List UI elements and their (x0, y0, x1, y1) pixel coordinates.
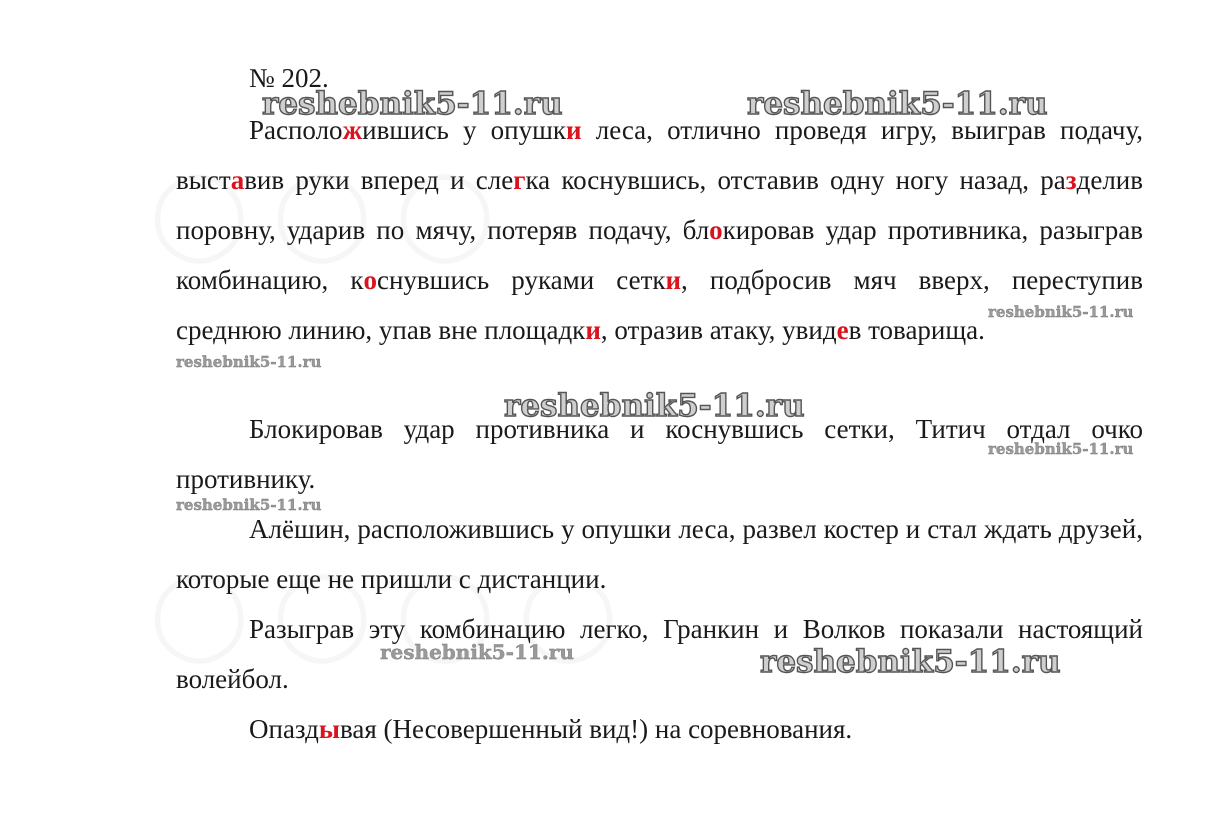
watermark-logo: reshebnik5-11.ru (262, 86, 563, 122)
highlighted-letter: ы (318, 714, 340, 744)
highlighted-letter: ж (342, 115, 363, 145)
highlighted-letter: а (230, 165, 245, 195)
highlighted-letter: и (566, 115, 582, 145)
highlighted-letter: е (836, 315, 849, 345)
text-segment: , подбросив мяч вверх, переступив среднюю линию, упав вне площадк (176, 265, 1144, 345)
text-segment: Опазд (249, 714, 319, 744)
text-segment: , отразив атаку, увид (600, 315, 837, 345)
highlighted-letter: о (363, 265, 377, 295)
watermark-logo: reshebnik5-11.ru (760, 644, 1061, 680)
watermark-logo: reshebnik5-11.ru (988, 303, 1134, 321)
highlighted-letter: и (665, 265, 682, 295)
task-number: № 202. (249, 63, 329, 93)
text-segment: Блокировав удар противника и коснувшись сетки, Титич отдал очко противнику. (176, 414, 1143, 494)
paragraph-3 (176, 504, 1143, 604)
watermark-logo: reshebnik5-11.ru (504, 388, 805, 424)
highlighted-letter: о (709, 215, 723, 245)
text-segment: Располо (249, 115, 343, 145)
text-segment: вив руки вперед и сле (244, 165, 514, 195)
text-segment: делив поровну, ударив по мячу, потеряв подачу, бл (176, 165, 1143, 245)
text-segment: ившись у опушк (362, 115, 567, 145)
paragraph-2 (176, 404, 1143, 504)
paragraph-4 (176, 604, 1143, 704)
watermark-logo: reshebnik5-11.ru (176, 496, 322, 514)
highlighted-letter: з (1065, 165, 1077, 195)
text-segment: снувшись руками сетк (376, 265, 666, 295)
highlighted-letter: и (585, 315, 601, 345)
text-segment: Разыграв эту комбинацию легко, Гранкин и Волков показали настоящий волейбол. (176, 614, 1143, 694)
highlighted-letter: г (513, 165, 526, 195)
paragraph-1 (176, 105, 1143, 355)
watermark-logo: reshebnik5-11.ru (176, 353, 322, 371)
text-segment: Алёшин, расположившись у опушки леса, развел костер и стал ждать друзей, которые еще не пришли с дистанции. (176, 514, 1143, 594)
paragraph-5 (176, 704, 1143, 754)
watermark-logo: reshebnik5-11.ru (747, 86, 1048, 122)
text-segment: вая (Несовершенный вид!) на соревнования. (339, 714, 853, 744)
text-segment: ка коснувшись, отставив одну ногу назад, ра (525, 165, 1066, 195)
watermark-logo: reshebnik5-11.ru (380, 640, 574, 664)
text-segment: леса, отлично проведя игру, выиграв подачу, выст (176, 115, 1143, 195)
watermark-logo: reshebnik5-11.ru (988, 440, 1134, 458)
text-segment: кировав удар противника, разыграв комбинацию, к (176, 215, 1143, 295)
text-segment: в товарища. (848, 315, 985, 345)
